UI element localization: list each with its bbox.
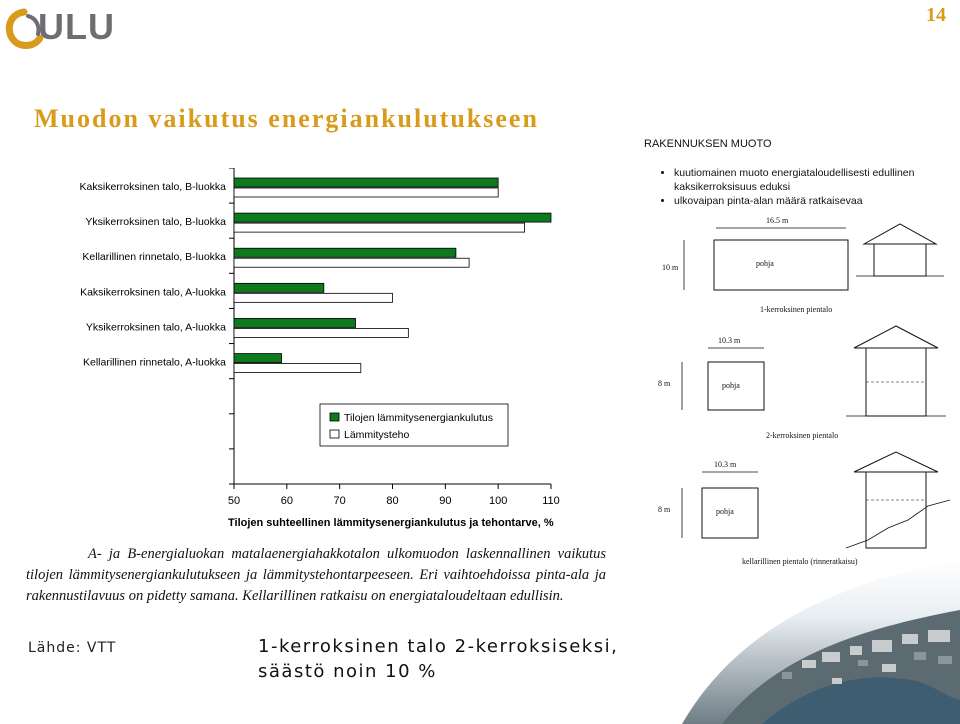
legend-label: Tilojen lämmitysenergiankulutus xyxy=(344,412,494,424)
bar-power xyxy=(234,223,525,232)
x-tick-label: 110 xyxy=(542,495,560,507)
slope-line xyxy=(846,500,950,548)
bar-power xyxy=(234,364,361,373)
x-tick-label: 50 xyxy=(227,495,241,507)
bar-energy xyxy=(234,354,282,363)
depth-label: 8 m xyxy=(658,379,671,388)
x-tick-label: 90 xyxy=(439,495,452,507)
x-axis-title: Tilojen suhteellinen lämmitysenergiankulutus ja tehontarve, % xyxy=(228,517,554,529)
building-form-panel xyxy=(638,136,960,568)
chart-caption xyxy=(26,544,606,607)
savings-note-line2: säästö noin 10 % xyxy=(258,661,437,682)
bar-power xyxy=(234,328,408,337)
house-roof xyxy=(864,224,936,244)
x-tick-label: 70 xyxy=(333,495,346,507)
page-number: 14 xyxy=(926,4,946,26)
savings-note xyxy=(258,634,618,684)
x-tick-label: 100 xyxy=(488,495,508,507)
house-elevation xyxy=(874,244,926,276)
legend-swatch xyxy=(330,430,339,438)
building-form-bullet: • kuutiomainen muoto energiataloudellisesti edullinen kaksikerroksisuus eduksi xyxy=(674,166,960,194)
source-label: Lähde: VTT xyxy=(28,640,117,656)
legend-swatch xyxy=(330,413,339,421)
energy-chart xyxy=(62,168,562,536)
house-roof xyxy=(854,326,938,348)
plan-label: pohja xyxy=(716,507,734,516)
category-label: Kaksikerroksinen talo, B-luokka xyxy=(79,181,226,193)
floor-plan xyxy=(714,240,848,290)
page-title: Muodon vaikutus energiankulutukseen xyxy=(34,104,539,133)
building-diagrams xyxy=(638,136,960,568)
category-label: Yksikerroksinen talo, A-luokka xyxy=(85,321,226,334)
depth-label: 8 m xyxy=(658,505,671,514)
x-tick-label: 80 xyxy=(386,495,399,507)
width-label: 10.3 m xyxy=(714,460,737,469)
diagram-caption: kellarillinen pientalo (rinneratkaisu) xyxy=(742,557,858,566)
bar-power xyxy=(234,188,498,197)
x-tick-label: 60 xyxy=(280,495,293,507)
width-label: 16.5 m xyxy=(766,216,789,225)
diagram-hillside xyxy=(658,452,950,566)
category-label: Yksikerroksinen talo, B-luokka xyxy=(85,216,226,229)
chart-caption-text: A- ja B-energialuokan matalaenergiahakkotalon ulkomuodon laskennallinen vaikutus tilojen lämmitysenergiankulutukseen ja lämmitystehontarpeeseen. Eri vaihtoehdoissa pinta-ala ja rakennustilavuus on pidetty samana. Kellarillinen ratkaisu on energiataloudeltaan edullisin. xyxy=(26,546,606,604)
house-roof xyxy=(854,452,938,472)
logo-text: ULU xyxy=(38,6,115,47)
category-label: Kellarillinen rinnetalo, B-luokka xyxy=(82,251,226,264)
bar-energy xyxy=(234,283,324,292)
bar-energy xyxy=(234,318,356,327)
bar-energy xyxy=(234,248,456,257)
building-form-bullet: • ulkovaipan pinta-alan määrä ratkaisevaa xyxy=(674,194,960,208)
plan-label: pohja xyxy=(756,259,774,268)
savings-note-line1: 1-kerroksinen talo 2-kerroksiseksi, xyxy=(258,636,619,657)
bar-energy xyxy=(234,213,551,222)
bar-energy xyxy=(234,178,498,187)
depth-label: 10 m xyxy=(662,263,679,272)
plan-label: pohja xyxy=(722,381,740,390)
bar-power xyxy=(234,258,469,267)
bar-power xyxy=(234,293,393,302)
building-form-heading: RAKENNUKSEN MUOTO xyxy=(644,138,772,150)
category-label: Kellarillinen rinnetalo, A-luokka xyxy=(83,356,226,369)
diagram-caption: 1-kerroksinen pientalo xyxy=(760,305,833,314)
diagram-one-storey xyxy=(662,216,944,314)
house-elevation xyxy=(866,472,926,548)
diagram-caption: 2-kerroksinen pientalo xyxy=(766,431,839,440)
width-label: 10.3 m xyxy=(718,336,741,345)
diagram-two-storey xyxy=(658,326,946,440)
legend-label: Lämmitysteho xyxy=(344,429,410,441)
category-label: Kaksikerroksinen talo, A-luokka xyxy=(80,286,226,299)
aerial-city-photo xyxy=(682,560,960,724)
